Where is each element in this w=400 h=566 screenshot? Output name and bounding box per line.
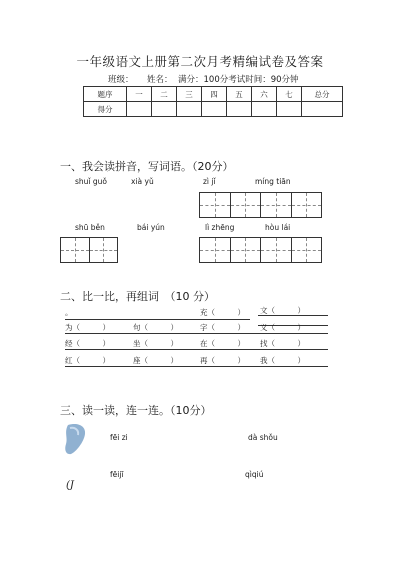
- class-label: 班级：: [108, 75, 134, 85]
- pinyin-label: zì jǐ: [203, 177, 216, 186]
- writing-grid[interactable]: [260, 192, 322, 218]
- pinyin-label[interactable]: fēijī: [110, 470, 124, 479]
- balloon-picture[interactable]: [62, 422, 88, 456]
- pinyin-label: shū běn: [75, 223, 105, 232]
- document-title: 一年级语文上册第二次月考精编试卷及答案: [76, 54, 324, 69]
- divider: [65, 366, 328, 367]
- divider: [65, 319, 250, 320]
- word-blank[interactable]: 义（ ）: [260, 323, 305, 332]
- word-blank[interactable]: 我（ ）: [260, 356, 305, 365]
- table-cell[interactable]: [127, 102, 152, 117]
- pinyin-label: míng tiān: [255, 177, 291, 186]
- word-blank[interactable]: 充（ ）: [200, 308, 245, 317]
- section2-heading: 二、比一比，再组词 （10 分）: [60, 290, 215, 303]
- table-cell[interactable]: [302, 102, 343, 117]
- pinyin-label: bái yún: [137, 223, 165, 232]
- word-blank[interactable]: 在（ ）: [200, 339, 245, 348]
- writing-grid[interactable]: [60, 237, 118, 263]
- divider: [65, 333, 328, 334]
- table-cell[interactable]: [202, 102, 227, 117]
- word-blank[interactable]: 文（ ）: [260, 306, 305, 315]
- table-cell: 总分: [302, 87, 343, 102]
- table-cell[interactable]: [252, 102, 277, 117]
- name-label: 姓名：: [147, 75, 173, 85]
- picture-fragment-mark: (J: [66, 480, 74, 491]
- pinyin-label[interactable]: dà shǒu: [248, 433, 278, 442]
- word-blank[interactable]: 句（ ）: [133, 323, 178, 332]
- word-blank[interactable]: 座（ ）: [133, 356, 178, 365]
- writing-grid[interactable]: [199, 237, 261, 263]
- table-cell: 五: [227, 87, 252, 102]
- pinyin-label[interactable]: qìqiú: [245, 470, 264, 479]
- word-blank: 。: [65, 308, 73, 317]
- word-blank[interactable]: 红（ ）: [65, 356, 110, 365]
- word-blank[interactable]: 找（ ）: [260, 339, 305, 348]
- score-table: [83, 86, 343, 117]
- divider: [65, 349, 328, 350]
- table-cell: 三: [177, 87, 202, 102]
- writing-grid[interactable]: [260, 237, 322, 263]
- table-cell: 二: [152, 87, 177, 102]
- pinyin-label: shuǐ guǒ: [75, 177, 107, 186]
- table-cell: 七: [277, 87, 302, 102]
- score-table-score-row: [84, 102, 343, 117]
- table-cell[interactable]: [277, 102, 302, 117]
- word-blank[interactable]: 字（ ）: [200, 323, 245, 332]
- score-time-info: 满分：100分考试时间：90分钟: [178, 75, 299, 85]
- writing-grid[interactable]: [199, 192, 261, 218]
- word-blank[interactable]: 再（ ）: [200, 356, 245, 365]
- pinyin-label: hòu lái: [265, 223, 291, 232]
- table-cell[interactable]: [177, 102, 202, 117]
- section1-heading: 一、我会读拼音，写词语。（20分）: [60, 160, 234, 173]
- score-table-header-row: [84, 87, 343, 102]
- table-cell: 题序: [84, 87, 127, 102]
- pinyin-label[interactable]: fēi zi: [110, 433, 128, 442]
- table-cell: 六: [252, 87, 277, 102]
- section3-heading: 三、读一读，连一连。（10分）: [60, 404, 212, 417]
- table-cell: 得分: [84, 102, 127, 117]
- table-cell[interactable]: [227, 102, 252, 117]
- pinyin-label: lì zhēng: [205, 223, 235, 232]
- word-blank[interactable]: 坐（ ）: [133, 339, 178, 348]
- table-cell: 四: [202, 87, 227, 102]
- word-blank[interactable]: 为（ ）: [65, 323, 110, 332]
- table-cell[interactable]: [152, 102, 177, 117]
- balloon-image: [62, 422, 88, 456]
- word-blank[interactable]: 经（ ）: [65, 339, 110, 348]
- pinyin-label: xià yǔ: [131, 177, 154, 186]
- table-cell: 一: [127, 87, 152, 102]
